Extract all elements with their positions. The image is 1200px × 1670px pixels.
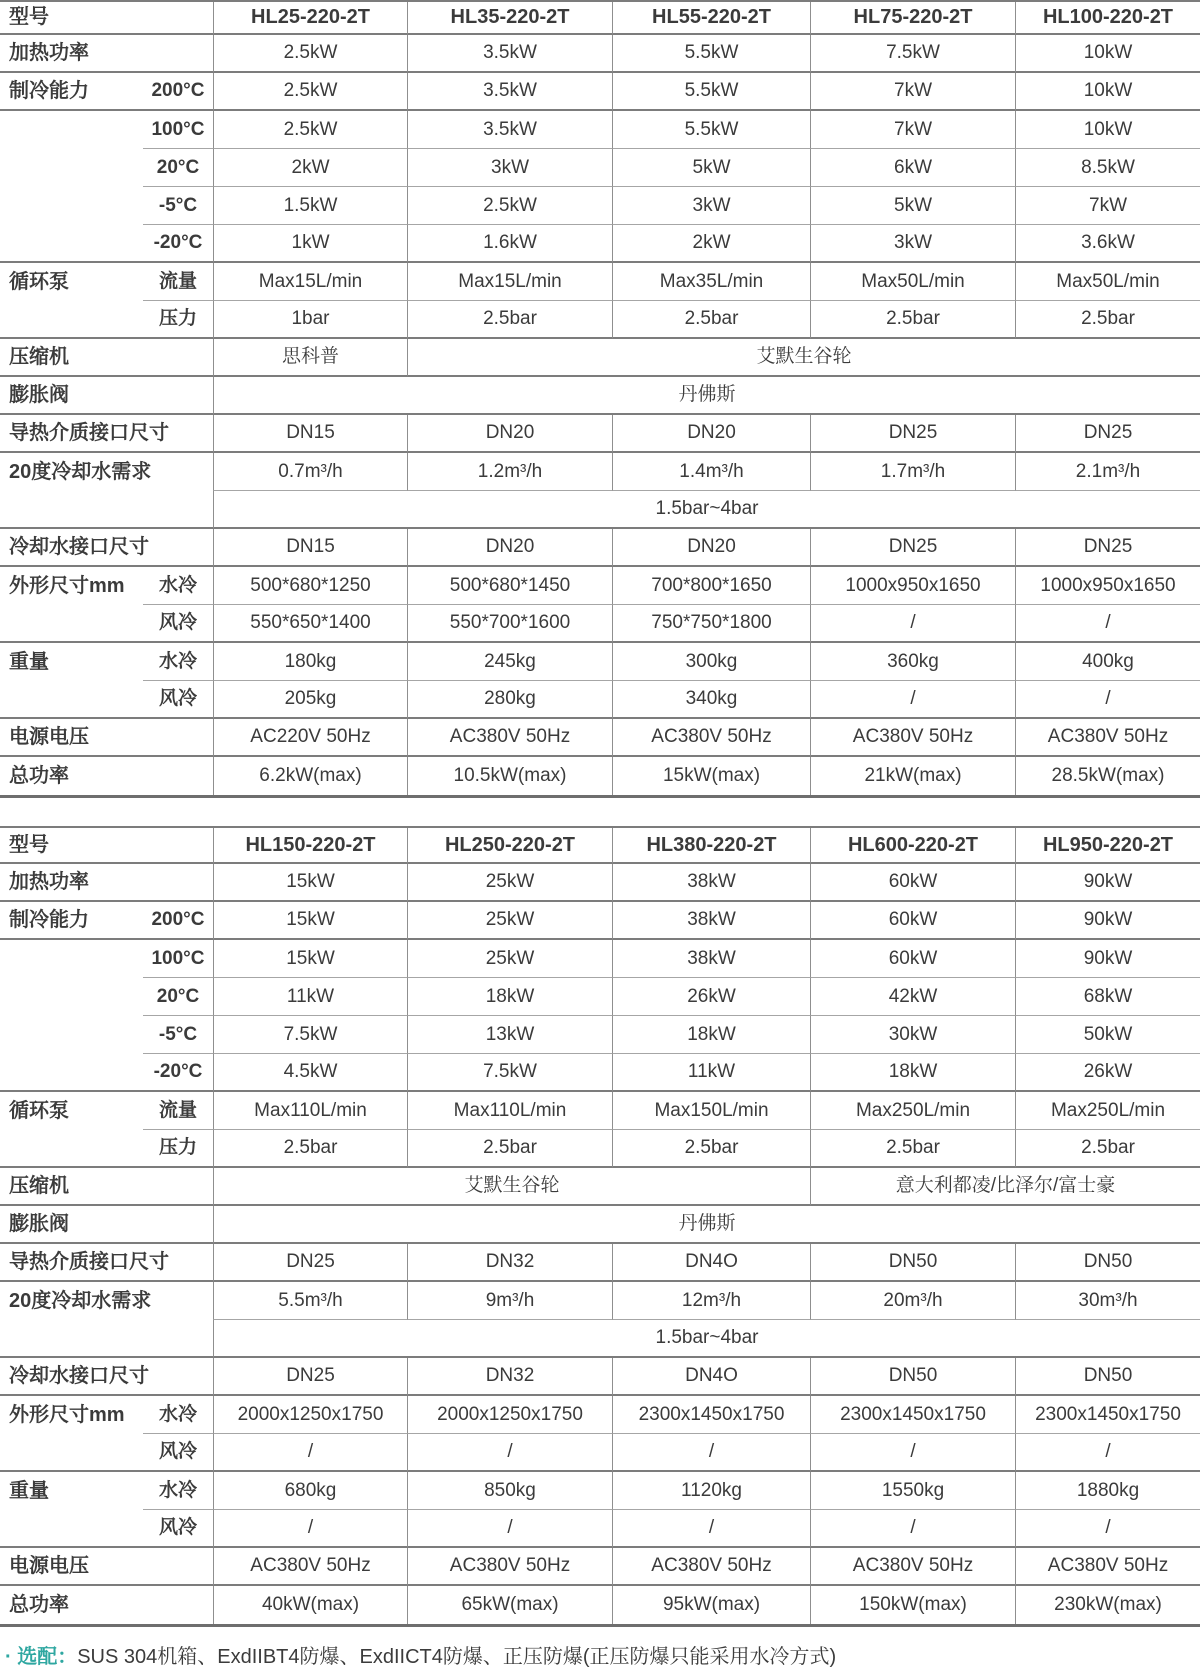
data-cell: DN4O: [612, 1244, 810, 1282]
data-cell: 5.5kW: [612, 73, 810, 111]
data-cell: 205kg: [213, 681, 407, 719]
model-header-cell: HL380-220-2T: [612, 828, 810, 864]
row-label: 电源电压: [0, 719, 213, 757]
data-cell: 550*700*1600: [407, 605, 612, 643]
row-label: 膨胀阀: [0, 1206, 213, 1244]
data-cell: 2300x1450x1750: [612, 1396, 810, 1434]
sub-label: -5°C: [143, 187, 213, 225]
data-cell: 25kW: [407, 940, 612, 978]
row-label: 循环泵: [0, 1092, 143, 1168]
sub-label: 水冷: [143, 1396, 213, 1434]
data-cell: 90kW: [1015, 940, 1200, 978]
data-cell: 60kW: [810, 940, 1015, 978]
data-cell: 42kW: [810, 978, 1015, 1016]
data-cell: 1.7m³/h: [810, 453, 1015, 491]
data-cell: 丹佛斯: [213, 1206, 1200, 1244]
data-cell: 20m³/h: [810, 1282, 1015, 1320]
data-cell: 2.5bar: [407, 301, 612, 339]
data-cell: 13kW: [407, 1016, 612, 1054]
data-cell: 360kg: [810, 643, 1015, 681]
data-cell: 2.5bar: [612, 301, 810, 339]
row-label: 导热介质接口尺寸: [0, 1244, 213, 1282]
data-cell: /: [612, 1434, 810, 1472]
data-cell: 12m³/h: [612, 1282, 810, 1320]
data-cell: DN20: [407, 529, 612, 567]
sub-label: 风冷: [143, 681, 213, 719]
data-cell: 1880kg: [1015, 1472, 1200, 1510]
data-cell: 15kW: [213, 902, 407, 940]
data-cell: 5.5kW: [612, 111, 810, 149]
row-label: 压缩机: [0, 1168, 213, 1206]
data-cell: Max35L/min: [612, 263, 810, 301]
data-cell: 7.5kW: [213, 1016, 407, 1054]
data-cell: /: [1015, 1510, 1200, 1548]
data-cell: 2.5bar: [1015, 301, 1200, 339]
data-cell: 150kW(max): [810, 1586, 1015, 1624]
row-label: 循环泵: [0, 263, 143, 339]
data-cell: 0.7m³/h: [213, 453, 407, 491]
data-cell: DN25: [213, 1358, 407, 1396]
sub-label: -20°C: [143, 1054, 213, 1092]
sub-label: 水冷: [143, 643, 213, 681]
data-cell: 38kW: [612, 864, 810, 902]
data-cell: 2.1m³/h: [1015, 453, 1200, 491]
sub-label: 20°C: [143, 978, 213, 1016]
data-cell: 2.5bar: [810, 301, 1015, 339]
data-cell: 38kW: [612, 902, 810, 940]
data-cell: DN50: [1015, 1244, 1200, 1282]
data-cell: 18kW: [407, 978, 612, 1016]
row-label: 外形尺寸mm: [0, 1396, 143, 1472]
data-cell: Max50L/min: [810, 263, 1015, 301]
data-cell: /: [810, 1434, 1015, 1472]
data-cell: 3.6kW: [1015, 225, 1200, 263]
data-cell: /: [810, 681, 1015, 719]
model-header-cell: HL250-220-2T: [407, 828, 612, 864]
data-cell: 30m³/h: [1015, 1282, 1200, 1320]
data-cell: 11kW: [612, 1054, 810, 1092]
data-cell: 7.5kW: [810, 35, 1015, 73]
data-cell: 1550kg: [810, 1472, 1015, 1510]
data-cell: 2.5bar: [213, 1130, 407, 1168]
data-cell: 6kW: [810, 149, 1015, 187]
data-cell: 340kg: [612, 681, 810, 719]
data-cell: 60kW: [810, 864, 1015, 902]
data-cell: 艾默生谷轮: [213, 1168, 810, 1206]
data-cell: 3kW: [612, 187, 810, 225]
sub-label: 水冷: [143, 1472, 213, 1510]
model-header-cell: HL150-220-2T: [213, 828, 407, 864]
model-header-cell: HL75-220-2T: [810, 2, 1015, 35]
data-cell: 26kW: [1015, 1054, 1200, 1092]
data-cell: DN25: [1015, 529, 1200, 567]
data-cell: DN25: [810, 415, 1015, 453]
model-header-cell: HL600-220-2T: [810, 828, 1015, 864]
data-cell: 25kW: [407, 864, 612, 902]
sub-label: 风冷: [143, 605, 213, 643]
data-cell: 400kg: [1015, 643, 1200, 681]
data-cell: 25kW: [407, 902, 612, 940]
sub-label: 流量: [143, 263, 213, 301]
row-label: 冷却水接口尺寸: [0, 1358, 213, 1396]
data-cell: DN50: [810, 1358, 1015, 1396]
data-cell: Max150L/min: [612, 1092, 810, 1130]
data-cell: 230kW(max): [1015, 1586, 1200, 1624]
sub-label: 200°C: [143, 73, 213, 111]
data-cell: 300kg: [612, 643, 810, 681]
data-cell: DN15: [213, 415, 407, 453]
data-cell: 2.5kW: [407, 187, 612, 225]
data-cell: 5kW: [612, 149, 810, 187]
data-cell: 2kW: [213, 149, 407, 187]
data-cell: 38kW: [612, 940, 810, 978]
data-cell: 1000x950x1650: [1015, 567, 1200, 605]
data-cell: Max15L/min: [213, 263, 407, 301]
data-cell: 7kW: [810, 111, 1015, 149]
data-cell: 245kg: [407, 643, 612, 681]
row-label: 外形尺寸mm: [0, 567, 143, 643]
data-cell: 18kW: [612, 1016, 810, 1054]
data-cell: Max15L/min: [407, 263, 612, 301]
row-label: 加热功率: [0, 864, 213, 902]
data-cell: DN32: [407, 1358, 612, 1396]
data-cell: 4.5kW: [213, 1054, 407, 1092]
data-cell: 18kW: [810, 1054, 1015, 1092]
data-cell: 500*680*1250: [213, 567, 407, 605]
data-cell: 10kW: [1015, 73, 1200, 111]
data-cell: 2300x1450x1750: [810, 1396, 1015, 1434]
data-cell: /: [1015, 605, 1200, 643]
row-label: 20度冷却水需求: [0, 1282, 213, 1358]
model-header-cell: HL55-220-2T: [612, 2, 810, 35]
data-cell: Max110L/min: [213, 1092, 407, 1130]
data-cell: 2.5kW: [213, 35, 407, 73]
data-cell: 2.5kW: [213, 111, 407, 149]
data-cell: 5.5m³/h: [213, 1282, 407, 1320]
data-cell: 15kW: [213, 940, 407, 978]
data-cell: 50kW: [1015, 1016, 1200, 1054]
data-cell: 90kW: [1015, 864, 1200, 902]
sub-label: -5°C: [143, 1016, 213, 1054]
data-cell: DN25: [213, 1244, 407, 1282]
options-note: [0, 1640, 1200, 1669]
data-cell: 95kW(max): [612, 1586, 810, 1624]
row-label: [0, 940, 143, 1092]
row-label: 压缩机: [0, 339, 213, 377]
sub-label: 100°C: [143, 940, 213, 978]
data-cell: 60kW: [810, 902, 1015, 940]
data-cell: 7.5kW: [407, 1054, 612, 1092]
row-label: 加热功率: [0, 35, 213, 73]
model-header-cell: HL35-220-2T: [407, 2, 612, 35]
data-cell: DN32: [407, 1244, 612, 1282]
data-cell: 1120kg: [612, 1472, 810, 1510]
data-cell: 10.5kW(max): [407, 757, 612, 795]
row-label: 导热介质接口尺寸: [0, 415, 213, 453]
data-cell: 3.5kW: [407, 35, 612, 73]
data-cell: /: [1015, 1434, 1200, 1472]
data-cell: 1.5bar~4bar: [213, 1320, 1200, 1358]
data-cell: 2.5bar: [810, 1130, 1015, 1168]
model-header-cell: HL25-220-2T: [213, 2, 407, 35]
data-cell: 850kg: [407, 1472, 612, 1510]
data-cell: DN25: [810, 529, 1015, 567]
sub-label: 风冷: [143, 1434, 213, 1472]
data-cell: Max250L/min: [1015, 1092, 1200, 1130]
data-cell: 40kW(max): [213, 1586, 407, 1624]
row-label: 型号: [0, 2, 213, 35]
data-cell: 550*650*1400: [213, 605, 407, 643]
data-cell: 5.5kW: [612, 35, 810, 73]
sub-label: 风冷: [143, 1510, 213, 1548]
data-cell: 8.5kW: [1015, 149, 1200, 187]
data-cell: 3.5kW: [407, 111, 612, 149]
sub-label: 压力: [143, 301, 213, 339]
data-cell: 意大利都凌/比泽尔/富士豪: [810, 1168, 1200, 1206]
data-cell: AC380V 50Hz: [1015, 1548, 1200, 1586]
data-cell: 15kW(max): [612, 757, 810, 795]
data-cell: /: [810, 1510, 1015, 1548]
data-cell: AC380V 50Hz: [407, 1548, 612, 1586]
data-cell: /: [1015, 681, 1200, 719]
data-cell: DN50: [1015, 1358, 1200, 1396]
data-cell: 艾默生谷轮: [407, 339, 1200, 377]
data-cell: 500*680*1450: [407, 567, 612, 605]
data-cell: /: [612, 1510, 810, 1548]
data-cell: 1.5kW: [213, 187, 407, 225]
data-cell: 2kW: [612, 225, 810, 263]
row-label: 总功率: [9, 764, 69, 787]
data-cell: 750*750*1800: [612, 605, 810, 643]
data-cell: 2300x1450x1750: [1015, 1396, 1200, 1434]
data-cell: 30kW: [810, 1016, 1015, 1054]
data-cell: 26kW: [612, 978, 810, 1016]
data-cell: 3kW: [407, 149, 612, 187]
data-cell: 21kW(max): [810, 757, 1015, 795]
data-cell: 280kg: [407, 681, 612, 719]
row-label: 电源电压: [0, 1548, 213, 1586]
sub-label: 100°C: [143, 111, 213, 149]
data-cell: 180kg: [213, 643, 407, 681]
data-cell: Max50L/min: [1015, 263, 1200, 301]
row-label: 冷却水接口尺寸: [0, 529, 213, 567]
data-cell: 11kW: [213, 978, 407, 1016]
data-cell: /: [213, 1434, 407, 1472]
data-cell: 思科普: [213, 339, 407, 377]
data-cell: Max110L/min: [407, 1092, 612, 1130]
data-cell: 10kW: [1015, 35, 1200, 73]
row-label: 20度冷却水需求: [0, 453, 213, 529]
data-cell: AC220V 50Hz: [213, 719, 407, 757]
data-cell: 90kW: [1015, 902, 1200, 940]
data-cell: DN4O: [612, 1358, 810, 1396]
sub-label: 水冷: [143, 567, 213, 605]
data-cell: 2.5kW: [213, 73, 407, 111]
data-cell: 1.2m³/h: [407, 453, 612, 491]
data-cell: 3kW: [810, 225, 1015, 263]
data-cell: Max250L/min: [810, 1092, 1015, 1130]
data-cell: AC380V 50Hz: [213, 1548, 407, 1586]
data-cell: 65kW(max): [407, 1586, 612, 1624]
data-cell: 1.5bar~4bar: [213, 491, 1200, 529]
row-label: 总功率: [9, 1593, 69, 1616]
data-cell: 3.5kW: [407, 73, 612, 111]
data-cell: DN20: [612, 415, 810, 453]
data-cell: 1000x950x1650: [810, 567, 1015, 605]
data-cell: DN25: [1015, 415, 1200, 453]
row-label: [0, 111, 143, 263]
data-cell: AC380V 50Hz: [612, 1548, 810, 1586]
data-cell: AC380V 50Hz: [810, 1548, 1015, 1586]
row-label: 制冷能力: [0, 902, 143, 940]
data-cell: AC380V 50Hz: [1015, 719, 1200, 757]
spec-table-2: [0, 826, 1200, 1627]
data-cell: 2000x1250x1750: [407, 1396, 612, 1434]
data-cell: DN15: [213, 529, 407, 567]
data-cell: AC380V 50Hz: [612, 719, 810, 757]
model-header-cell: HL100-220-2T: [1015, 2, 1200, 35]
data-cell: 1bar: [213, 301, 407, 339]
options-note-text: SUS 304机箱、ExdIIBT4防爆、ExdIICT4防爆、正压防爆(正压防爆只能采用水冷方式): [77, 1646, 837, 1668]
data-cell: AC380V 50Hz: [407, 719, 612, 757]
data-cell: 6.2kW(max): [213, 757, 407, 795]
data-cell: /: [213, 1510, 407, 1548]
data-cell: DN20: [407, 415, 612, 453]
data-cell: 7kW: [1015, 187, 1200, 225]
row-label: 重量: [0, 1472, 143, 1548]
data-cell: 丹佛斯: [213, 377, 1200, 415]
data-cell: /: [810, 605, 1015, 643]
row-label: 制冷能力: [0, 73, 143, 111]
data-cell: 10kW: [1015, 111, 1200, 149]
data-cell: DN20: [612, 529, 810, 567]
data-cell: 7kW: [810, 73, 1015, 111]
data-cell: 2.5bar: [407, 1130, 612, 1168]
model-header-cell: HL950-220-2T: [1015, 828, 1200, 864]
sub-label: 20°C: [143, 149, 213, 187]
data-cell: 68kW: [1015, 978, 1200, 1016]
data-cell: 1.6kW: [407, 225, 612, 263]
data-cell: 28.5kW(max): [1015, 757, 1200, 795]
data-cell: 2.5bar: [612, 1130, 810, 1168]
row-label: 膨胀阀: [0, 377, 213, 415]
data-cell: 1.4m³/h: [612, 453, 810, 491]
data-cell: DN50: [810, 1244, 1015, 1282]
sub-label: 压力: [143, 1130, 213, 1168]
data-cell: 2.5bar: [1015, 1130, 1200, 1168]
data-cell: 5kW: [810, 187, 1015, 225]
sub-label: 200°C: [143, 902, 213, 940]
data-cell: 700*800*1650: [612, 567, 810, 605]
data-cell: 2000x1250x1750: [213, 1396, 407, 1434]
data-cell: AC380V 50Hz: [810, 719, 1015, 757]
data-cell: /: [407, 1510, 612, 1548]
row-label: 重量: [0, 643, 143, 719]
spec-table-1: [0, 0, 1200, 798]
data-cell: 1kW: [213, 225, 407, 263]
sub-label: 流量: [143, 1092, 213, 1130]
data-cell: /: [407, 1434, 612, 1472]
row-label: 型号: [0, 828, 213, 864]
data-cell: 9m³/h: [407, 1282, 612, 1320]
sub-label: -20°C: [143, 225, 213, 263]
data-cell: 680kg: [213, 1472, 407, 1510]
data-cell: 15kW: [213, 864, 407, 902]
options-note-label: · 选配：: [5, 1646, 78, 1668]
